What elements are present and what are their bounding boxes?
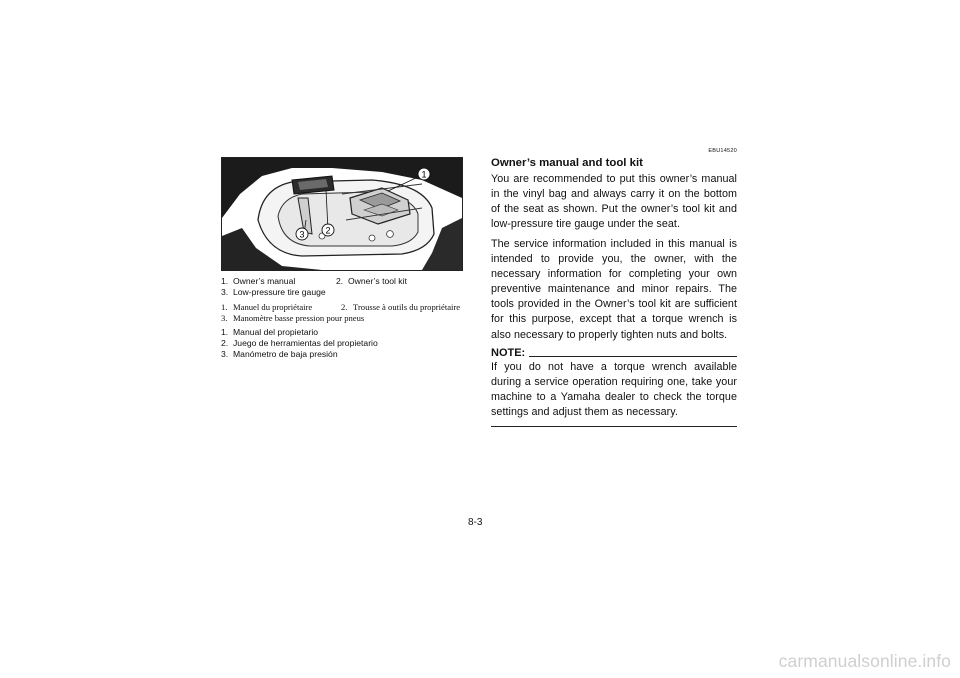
callout-1: 1 (421, 169, 427, 180)
note-label: NOTE: (491, 346, 526, 359)
caption-row (221, 287, 471, 298)
caption-row (221, 327, 471, 338)
seat-underside-drawing (222, 158, 462, 270)
caption-item: 2. Juego de herramientas del propietario (221, 338, 378, 348)
note-end-rule (491, 426, 737, 427)
caption-row (221, 313, 471, 324)
note-rule (529, 356, 737, 357)
section-owners-manual-tool-kit (491, 147, 737, 427)
tool-kit-illustration (221, 157, 463, 271)
caption-spanish (221, 327, 471, 360)
caption-english (221, 276, 471, 298)
caption-item: 3. Manomètre basse pression pour pneus (221, 313, 365, 323)
callout-2: 2 (325, 225, 331, 236)
caption-row (221, 302, 471, 313)
note-header (491, 346, 737, 360)
page-number: 8-3 (468, 517, 483, 528)
watermark: carmanualsonline.info (778, 651, 951, 671)
caption-item: 1. Manuel du propriétaire (221, 302, 313, 312)
caption-item: 2. Owner’s tool kit (336, 276, 407, 286)
caption-row (221, 276, 471, 287)
section-code: EBU14520 (708, 148, 737, 154)
caption-item: 3. Manómetro de baja presión (221, 349, 338, 359)
section-heading: Owner’s manual and tool kit (491, 157, 643, 169)
callout-3: 3 (299, 229, 305, 240)
note-text: If you do not have a torque wrench available during a service operation requiring one, take your machine to a Yamaha dealer to check the torque settings and adjust them as necessary. (491, 360, 737, 419)
caption-row (221, 338, 471, 349)
caption-item: 1. Manual del propietario (221, 327, 319, 337)
paragraph-storage: You are recommended to put this owner’s manual in the vinyl bag and always carry it on the bottom of the seat as shown. Put the owner’s tool kit and low-pressure tire gauge under the seat. (491, 173, 737, 231)
caption-item: 3. Low-pressure tire gauge (221, 287, 326, 297)
caption-row (221, 349, 471, 360)
caption-french (221, 302, 471, 324)
caption-item: 2. Trousse à outils du propriétaire (341, 302, 461, 312)
caption-item: 1. Owner’s manual (221, 276, 296, 286)
paragraph-service-info: The service information included in this manual is intended to provide you, the owner, with the necessary information for completing your own preventive maintenance and minor repairs. The tools provided in the Owner’s tool kit are sufficient for this purpose, except that a torque wrench is also necessary to properly tighten nuts and bolts. (491, 237, 737, 341)
